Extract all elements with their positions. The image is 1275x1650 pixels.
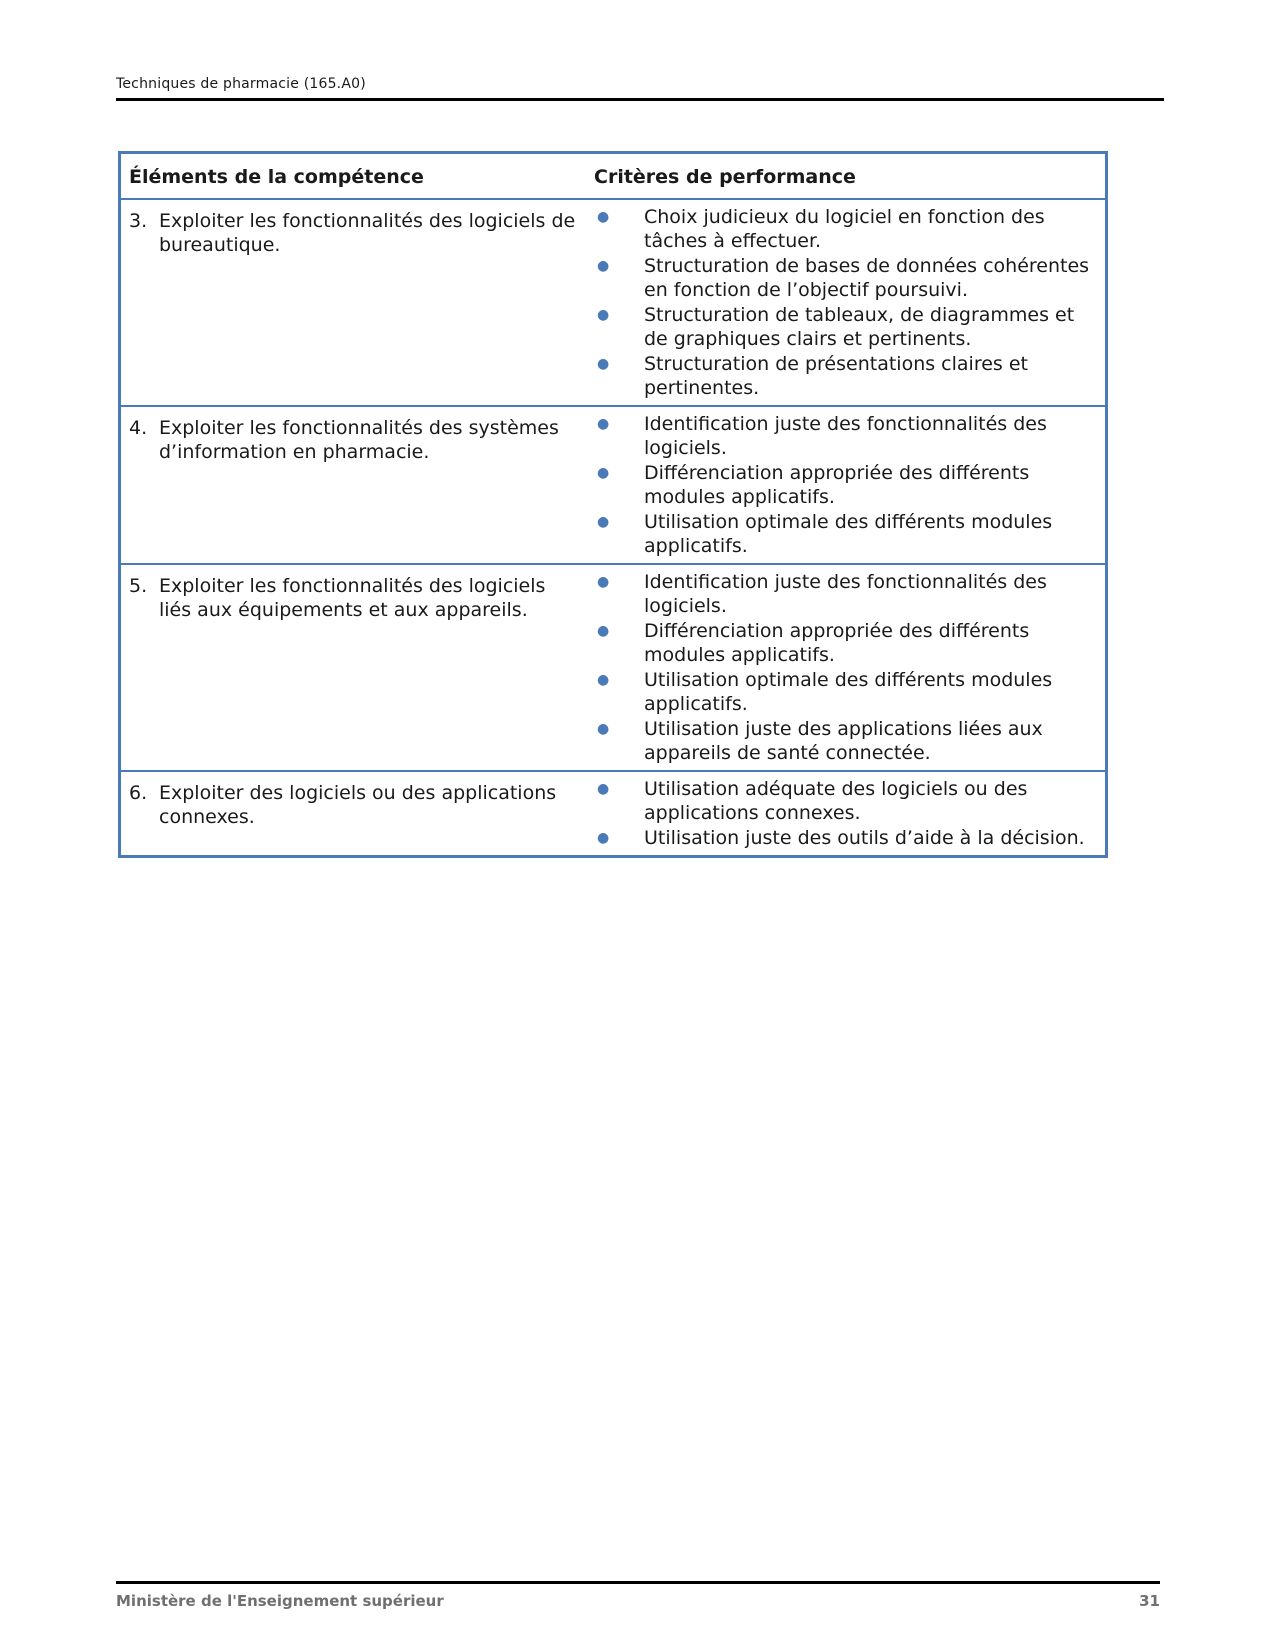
bullet-icon: ● — [597, 258, 610, 274]
bullet-icon: ● — [597, 307, 610, 323]
criteria-item — [594, 254, 1097, 302]
table-header-row — [121, 154, 1105, 199]
criteria-item — [594, 510, 1097, 558]
criteria-text: Choix judicieux du logiciel en fonction des tâches à effectuer. — [644, 206, 1045, 252]
bullet-icon: ● — [597, 416, 610, 432]
column-header-elements: Éléments de la compétence — [129, 166, 424, 188]
criteria-item — [594, 619, 1097, 667]
criteria-cell — [586, 406, 1105, 564]
bullet-icon: ● — [597, 672, 610, 688]
table-row — [121, 771, 1105, 855]
table-row — [121, 564, 1105, 771]
criteria-item — [594, 777, 1097, 825]
criteria-item — [594, 352, 1097, 400]
element-number: 4. — [129, 417, 148, 439]
criteria-item — [594, 570, 1097, 618]
bullet-icon: ● — [597, 465, 610, 481]
element-cell — [121, 771, 586, 855]
criteria-text: Utilisation adéquate des logiciels ou des applications connexes. — [644, 778, 1028, 824]
criteria-text: Structuration de présentations claires et pertinentes. — [644, 353, 1028, 399]
criteria-item — [594, 717, 1097, 765]
column-header-criteria: Critères de performance — [594, 166, 856, 188]
element-number: 6. — [129, 782, 148, 804]
page-number: 31 — [1139, 1592, 1160, 1610]
element-number: 5. — [129, 575, 148, 597]
footer-ministry: Ministère de l'Enseignement supérieur — [116, 1592, 444, 1610]
criteria-list — [586, 200, 1105, 405]
criteria-item — [594, 303, 1097, 351]
header-title: Techniques de pharmacie (165.A0) — [116, 76, 366, 92]
criteria-text: Structuration de bases de données cohérentes en fonction de l’objectif poursuivi. — [644, 255, 1090, 301]
competence-table — [118, 151, 1108, 858]
bullet-icon: ● — [597, 830, 610, 846]
element-item — [121, 407, 586, 470]
bullet-icon: ● — [597, 209, 610, 225]
criteria-item — [594, 826, 1097, 850]
criteria-item — [594, 668, 1097, 716]
criteria-list — [586, 407, 1105, 563]
element-cell — [121, 199, 586, 406]
element-text: Exploiter les fonctionnalités des logiciels de bureautique. — [159, 210, 576, 256]
bullet-icon: ● — [597, 574, 610, 590]
criteria-text: Utilisation juste des applications liées aux appareils de santé connectée. — [644, 718, 1043, 764]
criteria-text: Utilisation optimale des différents modules applicatifs. — [644, 669, 1053, 715]
criteria-text: Identification juste des fonctionnalités des logiciels. — [644, 571, 1047, 617]
element-text: Exploiter les fonctionnalités des systèmes d’information en pharmacie. — [159, 417, 559, 463]
criteria-item — [594, 412, 1097, 460]
criteria-text: Utilisation optimale des différents modules applicatifs. — [644, 511, 1053, 557]
table-body — [121, 199, 1105, 855]
criteria-list — [586, 772, 1105, 855]
table-row — [121, 199, 1105, 406]
bullet-icon: ● — [597, 781, 610, 797]
element-item — [121, 772, 586, 835]
page-footer — [116, 1581, 1160, 1612]
bullet-icon: ● — [597, 623, 610, 639]
criteria-text: Utilisation juste des outils d’aide à la décision. — [644, 827, 1085, 849]
criteria-cell — [586, 199, 1105, 406]
element-text: Exploiter les fonctionnalités des logiciels liés aux équipements et aux appareils. — [159, 575, 546, 621]
element-cell — [121, 564, 586, 771]
criteria-cell — [586, 564, 1105, 771]
criteria-cell — [586, 771, 1105, 855]
criteria-item — [594, 205, 1097, 253]
criteria-list — [586, 565, 1105, 770]
element-cell — [121, 406, 586, 564]
criteria-item — [594, 461, 1097, 509]
criteria-text: Identification juste des fonctionnalités des logiciels. — [644, 413, 1047, 459]
element-number: 3. — [129, 210, 148, 232]
page-header — [116, 76, 1164, 101]
table-row — [121, 406, 1105, 564]
element-item — [121, 200, 586, 263]
element-text: Exploiter des logiciels ou des applications connexes. — [159, 782, 557, 828]
bullet-icon: ● — [597, 356, 610, 372]
criteria-text: Différenciation appropriée des différents modules applicatifs. — [644, 620, 1030, 666]
element-item — [121, 565, 586, 628]
bullet-icon: ● — [597, 721, 610, 737]
criteria-text: Structuration de tableaux, de diagrammes et de graphiques clairs et pertinents. — [644, 304, 1075, 350]
criteria-text: Différenciation appropriée des différents modules applicatifs. — [644, 462, 1030, 508]
bullet-icon: ● — [597, 514, 610, 530]
